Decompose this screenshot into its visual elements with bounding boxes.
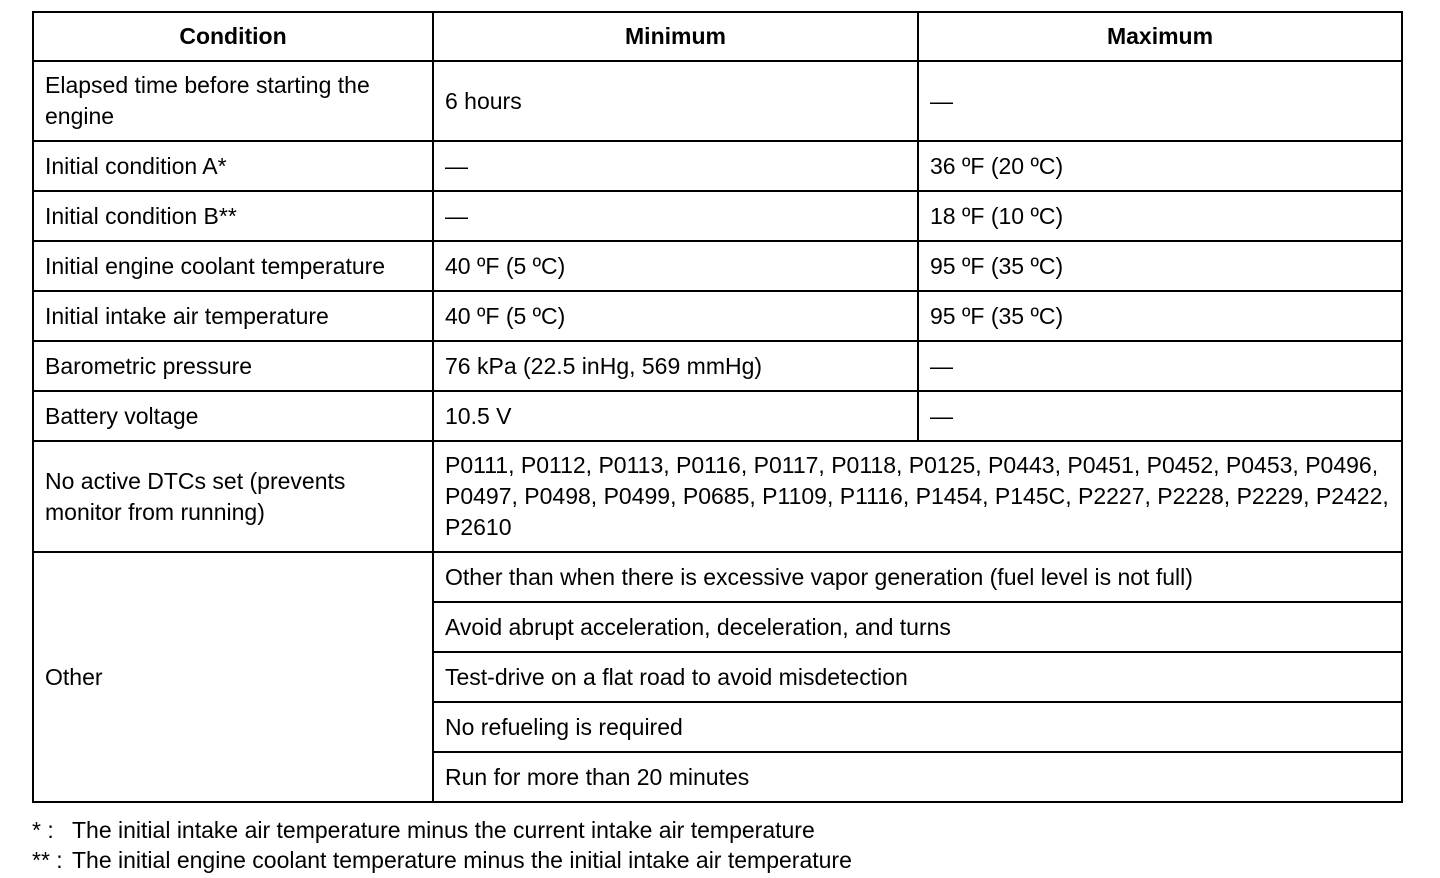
footnote [32, 845, 852, 875]
table-row [33, 141, 1402, 191]
footnote-text: The initial intake air temperature minus the current intake air temperature [72, 817, 815, 843]
maximum-cell: — [918, 391, 1402, 441]
maximum-cell: 36 ºF (20 ºC) [918, 141, 1402, 191]
table-row [33, 341, 1402, 391]
minimum-cell: 10.5 V [433, 391, 918, 441]
other-item: Run for more than 20 minutes [433, 752, 1402, 802]
maximum-cell: 18 ºF (10 ºC) [918, 191, 1402, 241]
footnote-mark: ** : [32, 847, 63, 873]
condition-cell: Elapsed time before starting the engine [33, 61, 433, 141]
dtc-list-cell: P0111, P0112, P0113, P0116, P0117, P0118, P0125, P0443, P0451, P0452, P0453, P0496, P0497, P0498, P0499, P0685, P1109, P1116, P1454, P145C, P2227, P2228, P2229, P2422, P2610 [433, 441, 1402, 552]
minimum-cell: 40 ºF (5 ºC) [433, 241, 918, 291]
other-item: Test-drive on a flat road to avoid misdetection [433, 652, 1402, 702]
condition-cell: Initial engine coolant temperature [33, 241, 433, 291]
header-condition: Condition [33, 12, 433, 61]
maximum-cell: — [918, 341, 1402, 391]
minimum-cell: — [433, 191, 918, 241]
condition-cell: Barometric pressure [33, 341, 433, 391]
other-row [33, 552, 1402, 602]
dtc-row [33, 441, 1402, 552]
other-item: Other than when there is excessive vapor generation (fuel level is not full) [433, 552, 1402, 602]
footnote-text: The initial engine coolant temperature minus the initial intake air temperature [72, 847, 852, 873]
table-row [33, 291, 1402, 341]
header-row [33, 12, 1402, 61]
maximum-cell: 95 ºF (35 ºC) [918, 241, 1402, 291]
condition-cell: Initial condition A* [33, 141, 433, 191]
minimum-cell: 76 kPa (22.5 inHg, 569 mmHg) [433, 341, 918, 391]
footnote-mark: * : [32, 817, 54, 843]
condition-cell: Initial condition B** [33, 191, 433, 241]
minimum-cell: 40 ºF (5 ºC) [433, 291, 918, 341]
table-row [33, 241, 1402, 291]
header-maximum: Maximum [918, 12, 1402, 61]
enable-conditions-table [32, 11, 1403, 803]
maximum-cell: 95 ºF (35 ºC) [918, 291, 1402, 341]
footnote [32, 815, 852, 845]
condition-cell: Initial intake air temperature [33, 291, 433, 341]
minimum-cell: — [433, 141, 918, 191]
footnotes [32, 815, 852, 875]
maximum-cell: — [918, 61, 1402, 141]
other-item: Avoid abrupt acceleration, deceleration, and turns [433, 602, 1402, 652]
other-item: No refueling is required [433, 702, 1402, 752]
condition-cell: Battery voltage [33, 391, 433, 441]
header-minimum: Minimum [433, 12, 918, 61]
condition-cell: No active DTCs set (prevents monitor from running) [33, 441, 433, 552]
table-row [33, 191, 1402, 241]
condition-cell-other: Other [33, 552, 433, 802]
table-row [33, 391, 1402, 441]
table-row [33, 61, 1402, 141]
minimum-cell: 6 hours [433, 61, 918, 141]
